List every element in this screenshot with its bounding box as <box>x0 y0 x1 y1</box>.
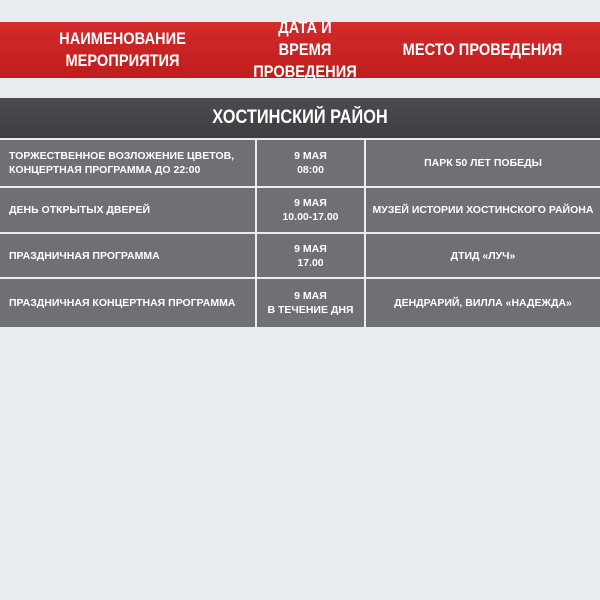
event-datetime-cell <box>257 279 366 327</box>
event-date: 9 МАЯ <box>294 197 327 209</box>
event-name-cell: ПРАЗДНИЧНАЯ ПРОГРАММА <box>0 234 257 277</box>
event-date: 9 МАЯ <box>294 150 327 162</box>
event-place-cell: ДТИД «ЛУЧ» <box>450 249 516 262</box>
district-title: ХОСТИНСКИЙ РАЙОН <box>0 98 600 140</box>
table-row <box>0 140 600 188</box>
event-time: 17.00 <box>297 256 324 269</box>
table-row <box>0 279 600 329</box>
event-time: В ТЕЧЕНИЕ ДНЯ <box>267 304 354 316</box>
event-datetime-cell <box>257 188 366 232</box>
event-name-cell: ДЕНЬ ОТКРЫТЫХ ДВЕРЕЙ <box>0 188 257 232</box>
event-datetime-cell <box>257 140 366 186</box>
header-date-time: ДАТА И ВРЕМЯ ПРОВЕДЕНИЯ <box>253 18 357 81</box>
table-row <box>0 234 600 279</box>
event-place-cell: ДЕНДРАРИЙ, ВИЛЛА «НАДЕЖДА» <box>394 297 572 309</box>
event-name-cell: ПРАЗДНИЧНАЯ КОНЦЕРТНАЯ ПРОГРАММА <box>0 279 257 327</box>
event-date: 9 МАЯ <box>294 242 327 255</box>
event-time: 10.00-17.00 <box>282 211 339 223</box>
event-time: 08:00 <box>297 164 324 176</box>
event-place-cell: МУЗЕЙ ИСТОРИИ ХОСТИНСКОГО РАЙОНА <box>372 204 594 216</box>
event-date: 9 МАЯ <box>294 290 327 302</box>
event-datetime-cell <box>257 234 366 277</box>
event-place-cell: ПАРК 50 ЛЕТ ПОБЕДЫ <box>424 157 542 169</box>
table-header <box>0 18 600 81</box>
table-row <box>0 188 600 234</box>
event-name-cell: ТОРЖЕСТВЕННОЕ ВОЗЛОЖЕНИЕ ЦВЕТОВ, КОНЦЕРТНАЯ ПРОГРАММА ДО 22:00 <box>0 140 257 186</box>
header-venue: МЕСТО ПРОВЕДЕНИЯ <box>402 40 563 59</box>
header-event-name: НАИМЕНОВАНИЕ МЕРОПРИЯТИЯ <box>59 29 186 70</box>
events-table <box>0 98 600 329</box>
